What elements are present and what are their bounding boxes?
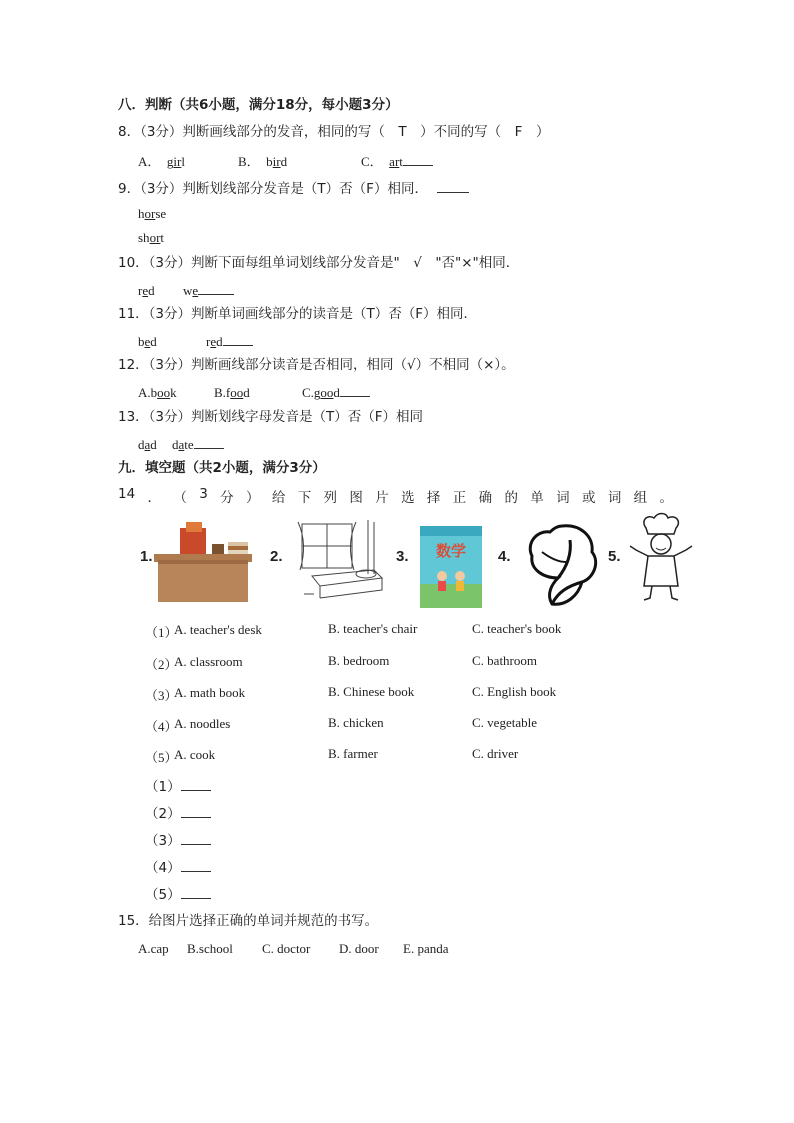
q13-word-2: date	[172, 437, 194, 452]
q14-answer-1-blank[interactable]	[181, 777, 211, 791]
q9-word-2: short	[138, 230, 165, 245]
desk-body	[158, 560, 248, 602]
q14-row-2-option-a: A. classroom	[174, 654, 243, 669]
q14-row-4-option-b: B. chicken	[328, 715, 384, 730]
q14-answer-4: （4）	[145, 858, 211, 877]
q14-row-3-option-a: A. math book	[174, 685, 246, 700]
question-15-options	[138, 940, 448, 958]
pic-label-2: 2.	[270, 548, 283, 565]
q14-answer-2: （2）	[145, 804, 211, 823]
q14-row-3-num: （3）	[145, 688, 178, 703]
math-book-image	[420, 526, 482, 608]
question-15-text: 15．给图片选择正确的单词并规范的书写。	[118, 913, 379, 929]
q14-row-2-option-c: C. bathroom	[472, 653, 537, 668]
q13-word-1: dad	[138, 437, 157, 452]
q14-row-2-option-b: B. bedroom	[328, 653, 390, 668]
teacher-desk-image	[150, 520, 254, 604]
q10-word-2: we	[183, 283, 199, 298]
book-title: 数学	[435, 542, 467, 560]
section-9-title: 九．填空题（共2小题，满分3分）	[118, 460, 326, 476]
q14-row-1-option-c: C. teacher's book	[472, 621, 562, 636]
q11-word-2: red	[206, 334, 223, 349]
q9-answer-blank[interactable]	[437, 179, 469, 193]
q13-answer-blank[interactable]	[194, 435, 224, 449]
q8-option-c: C． art	[361, 154, 403, 169]
q11-answer-blank[interactable]	[223, 332, 253, 346]
q15-option-e: E. panda	[403, 941, 449, 956]
pic-label-4: 4.	[498, 548, 511, 565]
q14-row-5-num: （5）	[145, 750, 178, 765]
q15-option-d: D. door	[339, 941, 379, 956]
question-8-text: 8．（3分）判断画线部分的发音，相同的写（ T ）不同的写（ F ）	[118, 124, 550, 140]
chef-face	[651, 534, 671, 554]
q14-row-4-num: （4）	[145, 719, 178, 734]
chef-hat	[644, 514, 679, 535]
question-10-text: 10．（3分）判断下面每组单词划线部分发音是" √ "否"×"相同．	[118, 255, 520, 271]
cook-image	[626, 512, 694, 604]
q14-answer-2-blank[interactable]	[181, 804, 211, 818]
q12-option-c: C.good	[302, 385, 340, 400]
q14-answer-3: （3）	[145, 831, 211, 850]
question-8-options	[138, 152, 433, 171]
q13-words	[138, 435, 224, 454]
q12-option-b: B.food	[214, 385, 250, 400]
q14-row-5-option-b: B. farmer	[328, 746, 378, 761]
q14-answer-4-blank[interactable]	[181, 858, 211, 872]
q14-pictures	[138, 512, 698, 612]
question-9-text: 9．（3分）判断划线部分发音是（T）否（F）相同．	[118, 181, 428, 197]
q14-row-1-num: （1）	[145, 625, 178, 640]
q10-answer-blank[interactable]	[198, 281, 234, 295]
q8-answer-blank[interactable]	[403, 152, 433, 166]
q12-option-a: A.book	[138, 385, 177, 400]
q12-answer-blank[interactable]	[340, 383, 370, 397]
q11-words	[138, 332, 253, 351]
q14-answer-5-blank[interactable]	[181, 885, 211, 899]
q14-row-2-num: （2）	[145, 657, 178, 672]
q8-option-b: B． bird	[238, 154, 288, 169]
question-12-options	[138, 383, 370, 402]
q14-row-3-option-c: C. English book	[472, 684, 557, 699]
q14-row-1-option-b: B. teacher's chair	[328, 621, 418, 636]
pic-label-1: 1.	[140, 548, 153, 565]
q14-answer-1: （1）	[145, 777, 211, 796]
question-12-text: 12．（3分）判断画线部分读音是否相同，相同（√）不相同（×）。	[118, 357, 515, 373]
q10-words	[138, 281, 234, 300]
q14-answer-3-blank[interactable]	[181, 831, 211, 845]
q14-row-3-option-b: B. Chinese book	[328, 684, 415, 699]
pic-label-3: 3.	[396, 548, 409, 565]
q14-row-4-option-a: A. noodles	[174, 716, 231, 731]
bedroom-image	[294, 514, 386, 604]
q9-word-1: horse	[138, 206, 167, 221]
section-8-title: 八．判断（共6小题，满分18分，每小题3分）	[118, 97, 399, 113]
q14-answer-5: （5）	[145, 885, 211, 904]
question-9	[118, 179, 469, 198]
q10-word-1: red	[138, 283, 155, 298]
pic-label-5: 5.	[608, 548, 621, 565]
question-13-text: 13．（3分）判断划线字母发音是（T）否（F）相同	[118, 409, 424, 425]
chef-apron	[644, 556, 678, 586]
q8-option-a: A． girl	[138, 154, 185, 169]
q15-option-b: B.school	[187, 941, 233, 956]
question-11-text: 11．（3分）判断单词画线部分的读音是（T）否（F）相同．	[118, 306, 478, 322]
q14-row-1-option-a: A. teacher's desk	[174, 622, 262, 637]
question-14-text: 14 ． （ 3 分 ） 给 下 列 图 片 选 择 正 确 的 单 词 或 词 组 。	[118, 486, 673, 506]
q15-option-c: C. doctor	[262, 941, 311, 956]
q14-row-4-option-c: C. vegetable	[472, 715, 537, 730]
q14-row-5-option-c: C. driver	[472, 746, 519, 761]
q15-option-a: A.cap	[138, 941, 169, 956]
q11-word-1: bed	[138, 334, 157, 349]
vegetable-image	[522, 522, 602, 608]
q14-row-5-option-a: A. cook	[174, 747, 216, 762]
bed-outline	[312, 570, 382, 586]
